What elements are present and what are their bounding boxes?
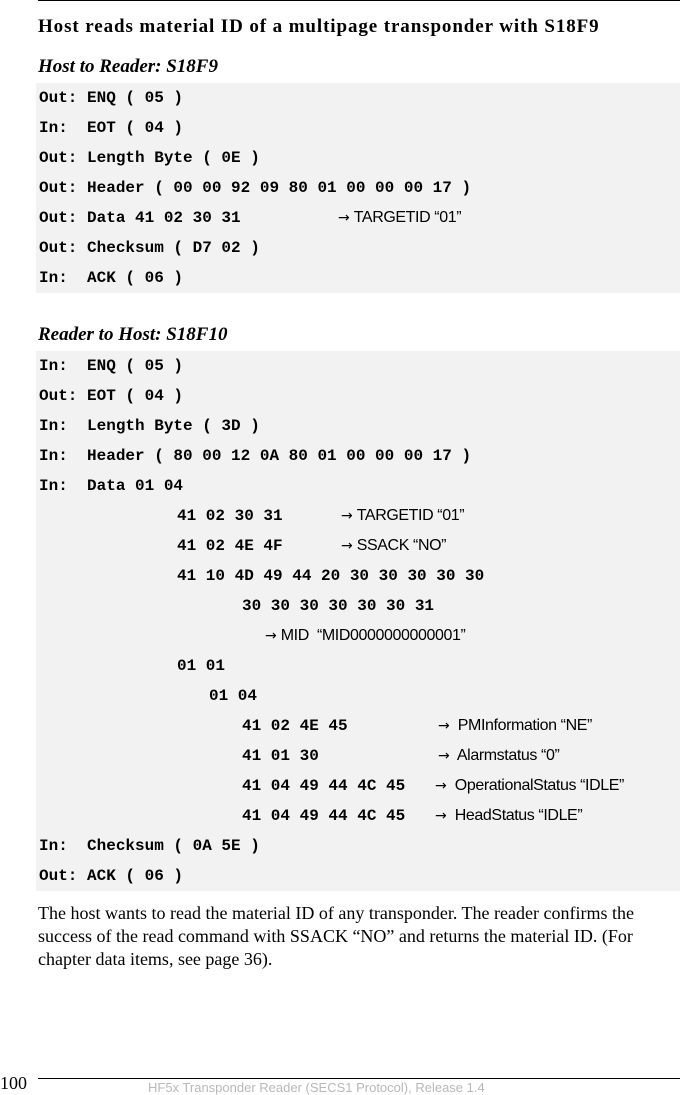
code-text: Out: Header ( 00 00 92 09 80 01 00 00 00 17 )	[39, 179, 472, 197]
right-arrow-icon: →	[435, 778, 447, 794]
code-line	[36, 411, 680, 441]
code-line	[36, 381, 680, 411]
code-text: 41 04 49 44 4C 45	[242, 777, 406, 795]
code-text: 41 02 4E 4F	[177, 537, 283, 555]
code-text: In: Checksum ( 0A 5E )	[39, 837, 260, 855]
code-text: 01 01	[177, 657, 226, 675]
code-text: 01 04	[209, 687, 258, 705]
code-line	[36, 203, 680, 233]
code-line	[36, 711, 680, 741]
code-line	[36, 233, 680, 263]
annotation-text: Alarmstatus “0”	[453, 747, 560, 764]
right-arrow-icon: →	[435, 808, 447, 824]
annotation	[435, 807, 582, 825]
code-line	[36, 471, 680, 501]
annotation-text: SSACK “NO”	[356, 537, 447, 554]
annotation	[438, 747, 559, 765]
code-line	[36, 83, 680, 113]
code-text: In: ENQ ( 05 )	[39, 357, 184, 375]
code-line	[36, 173, 680, 203]
annotation-text: HeadStatus “IDLE”	[450, 807, 583, 824]
section-heading: Host reads material ID of a multipage transponder with S18F9	[38, 16, 600, 37]
top-rule	[38, 0, 680, 1]
code-text: Out: EOT ( 04 )	[39, 387, 184, 405]
right-arrow-icon: →	[438, 748, 450, 764]
code-line	[36, 771, 680, 801]
code-text: Out: Checksum ( D7 02 )	[39, 239, 260, 257]
code-text: In: ACK ( 06 )	[39, 269, 184, 287]
code-text: 41 02 30 31	[177, 507, 283, 525]
code-line	[36, 591, 680, 621]
reader-to-host-block	[36, 351, 680, 891]
annotation	[265, 627, 465, 645]
right-arrow-icon: →	[438, 718, 450, 734]
right-arrow-icon: →	[265, 628, 277, 644]
right-arrow-icon: →	[341, 538, 353, 554]
right-arrow-icon: →	[338, 210, 350, 226]
code-line	[36, 801, 680, 831]
annotation	[438, 717, 592, 735]
annotation-text: PMInformation “NE”	[453, 717, 592, 734]
footer-rule	[38, 1078, 680, 1079]
code-text: 30 30 30 30 30 30 31	[242, 597, 435, 615]
code-text: 41 01 30	[242, 747, 319, 765]
host-to-reader-block	[36, 83, 680, 293]
page-number: 100	[0, 1073, 27, 1093]
code-text: 41 10 4D 49 44 20 30 30 30 30 30	[177, 567, 485, 585]
code-line	[36, 681, 680, 711]
code-line	[36, 351, 680, 381]
code-text: 41 02 4E 45	[242, 717, 348, 735]
annotation-text: OperationalStatus “IDLE”	[450, 777, 624, 794]
code-line	[36, 441, 680, 471]
code-text: In: Header ( 80 00 12 0A 80 01 00 00 00 17 )	[39, 447, 472, 465]
description-paragraph: The host wants to read the material ID of any transponder. The reader confirms the success of the read command with SSACK “NO” and returns the material ID. (For chapter data items, see page 36).	[38, 903, 634, 969]
code-text: Out: ENQ ( 05 )	[39, 89, 184, 107]
code-text: Out: ACK ( 06 )	[39, 867, 184, 885]
annotation	[341, 507, 464, 525]
code-line	[36, 651, 680, 681]
annotation	[435, 777, 624, 795]
annotation	[338, 209, 461, 227]
code-line	[36, 741, 680, 771]
code-text: In: Length Byte ( 3D )	[39, 417, 260, 435]
code-text: 41 04 49 44 4C 45	[242, 807, 406, 825]
code-text: In: Data 01 04	[39, 477, 184, 495]
code-text: In: EOT ( 04 )	[39, 119, 184, 137]
code-line	[36, 561, 680, 591]
code-line	[36, 263, 680, 293]
reader-to-host-title: Reader to Host: S18F10	[38, 324, 228, 345]
code-line	[36, 621, 680, 651]
code-text: Out: Length Byte ( 0E )	[39, 149, 260, 167]
footer-text: HF5x Transponder Reader (SECS1 Protocol), Release 1.4	[148, 1080, 485, 1095]
annotation	[341, 537, 446, 555]
code-text: Out: Data 41 02 30 31	[39, 209, 241, 227]
annotation-text: TARGETID “01”	[353, 209, 462, 226]
code-line	[36, 143, 680, 173]
code-line	[36, 113, 680, 143]
host-to-reader-title: Host to Reader: S18F9	[38, 56, 218, 77]
annotation-text: MID “MID0000000000001”	[280, 627, 466, 644]
code-line	[36, 531, 680, 561]
code-line	[36, 501, 680, 531]
right-arrow-icon: →	[341, 508, 353, 524]
code-line	[36, 831, 680, 861]
annotation-text: TARGETID “01”	[356, 507, 465, 524]
code-line	[36, 861, 680, 891]
